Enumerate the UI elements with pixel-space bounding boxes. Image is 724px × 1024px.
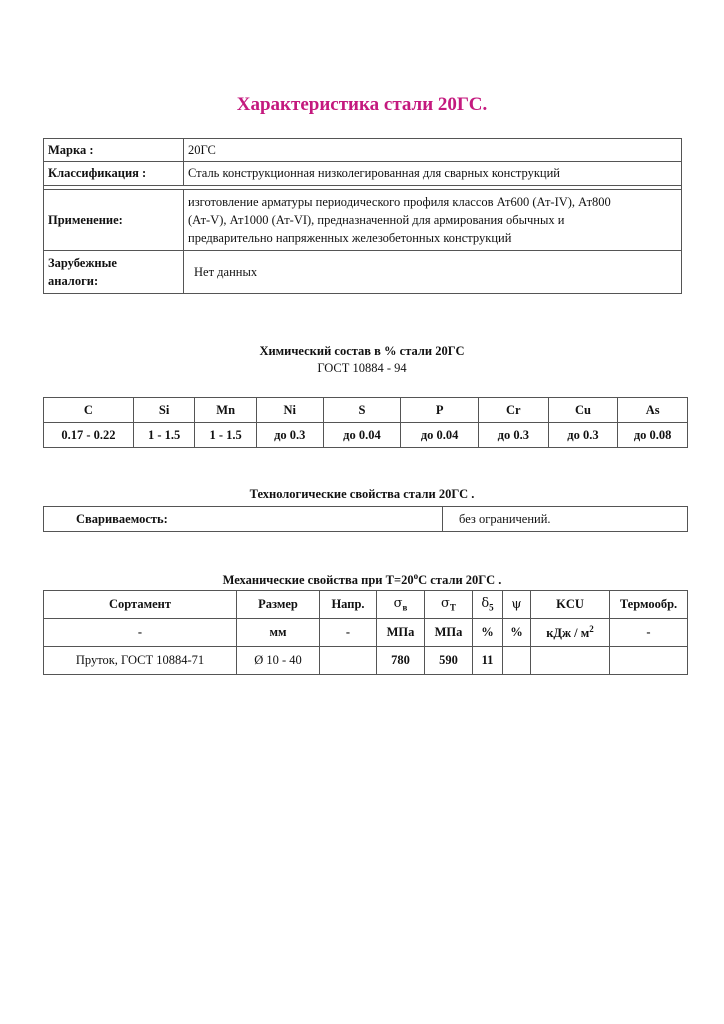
mech-h-psi: ψ <box>503 591 531 619</box>
chem-header-row <box>44 398 688 423</box>
mech-h-sigma-b: $\sigma_в$ <box>377 591 425 619</box>
weldability-label: Свариваемость: <box>44 507 443 532</box>
chem-values-row <box>44 423 688 448</box>
marka-label: Марка : <box>44 139 184 162</box>
weldability-value: без ограничений. <box>443 507 688 532</box>
mech-h-heat-treatment: Термообр. <box>610 591 688 619</box>
mech-u-delta: % <box>473 619 503 647</box>
application-line-1: изготовление арматуры периодического профиля классов Ат600 (Ат-IV), Ат800 <box>188 195 611 209</box>
mech-u-kcu: кДж / $м^2$ <box>531 619 610 647</box>
chem-value-cell: 1 - 1.5 <box>195 423 257 448</box>
mech-r-sigma-b: 780 <box>377 647 425 675</box>
chem-header-cell: As <box>618 398 688 423</box>
mech-u-size: мм <box>237 619 320 647</box>
chem-standard: ГОСТ 10884 - 94 <box>317 361 407 375</box>
chem-value-cell: до 0.3 <box>256 423 323 448</box>
mech-r-sigma-t: 590 <box>425 647 473 675</box>
chem-value-cell: 1 - 1.5 <box>133 423 195 448</box>
application-line-2: (Ат-V), Ат1000 (Ат-VI), предназначенной для армирования обычных и <box>188 213 565 227</box>
mech-table <box>43 590 688 675</box>
mech-h-delta: $\delta_5$ <box>473 591 503 619</box>
chem-header-cell: Mn <box>195 398 257 423</box>
chem-value-cell: до 0.3 <box>479 423 549 448</box>
main-info-table <box>43 138 682 294</box>
mech-units-row <box>44 619 688 647</box>
mech-u-sigma-b: МПа <box>377 619 425 647</box>
mech-h-sortament: Сортамент <box>44 591 237 619</box>
mech-r-kcu <box>531 647 610 675</box>
mech-title: Механические свойства при $Т=20^oС$ стали 20ГС . <box>222 571 502 588</box>
tech-table <box>43 506 688 532</box>
chem-header-cell: Si <box>133 398 195 423</box>
application-line-3: предварительно напряженных железобетонных конструкций <box>188 231 512 245</box>
chem-value-cell: до 0.04 <box>323 423 401 448</box>
mech-header-row <box>44 591 688 619</box>
page-title: Характеристика стали 20ГС. <box>236 94 488 115</box>
analogs-value: Нет данных <box>184 251 682 294</box>
mech-data-row <box>44 647 688 675</box>
mech-u-direction: - <box>320 619 377 647</box>
mech-r-delta: 11 <box>473 647 503 675</box>
chem-value-cell: до 0.3 <box>548 423 618 448</box>
mech-r-sortament: Пруток, ГОСТ 10884-71 <box>44 647 237 675</box>
mech-u-sigma-t: МПа <box>425 619 473 647</box>
mech-u-sortament: - <box>44 619 237 647</box>
mech-r-heat-treatment <box>610 647 688 675</box>
chem-header-cell: S <box>323 398 401 423</box>
chem-header-cell: Cu <box>548 398 618 423</box>
application-label: Применение: <box>44 190 184 251</box>
mech-u-heat-treatment: - <box>610 619 688 647</box>
mech-h-kcu: KCU <box>531 591 610 619</box>
chem-header-cell: P <box>401 398 479 423</box>
chem-value-cell: до 0.08 <box>618 423 688 448</box>
mech-r-direction <box>320 647 377 675</box>
tech-title: Технологические свойства стали 20ГС . <box>249 487 475 501</box>
chem-value-cell: до 0.04 <box>401 423 479 448</box>
chem-header-cell: Ni <box>256 398 323 423</box>
mech-h-sigma-t: $\sigma_T$ <box>425 591 473 619</box>
analogs-label: Зарубежные аналоги: <box>44 251 184 294</box>
chem-header-cell: Cr <box>479 398 549 423</box>
mech-u-psi: % <box>503 619 531 647</box>
classification-value: Сталь конструкционная низколегированная для сварных конструкций <box>184 162 682 186</box>
mech-r-size: Ø 10 - 40 <box>237 647 320 675</box>
chem-title: Химический состав в % стали 20ГС <box>259 344 465 358</box>
application-value <box>184 190 682 251</box>
chem-value-cell: 0.17 - 0.22 <box>44 423 134 448</box>
marka-value: 20ГС <box>184 139 682 162</box>
classification-label: Классификация : <box>44 162 184 186</box>
mech-h-direction: Напр. <box>320 591 377 619</box>
chem-table <box>43 397 688 448</box>
chem-header-cell: C <box>44 398 134 423</box>
mech-h-size: Размер <box>237 591 320 619</box>
mech-r-psi <box>503 647 531 675</box>
